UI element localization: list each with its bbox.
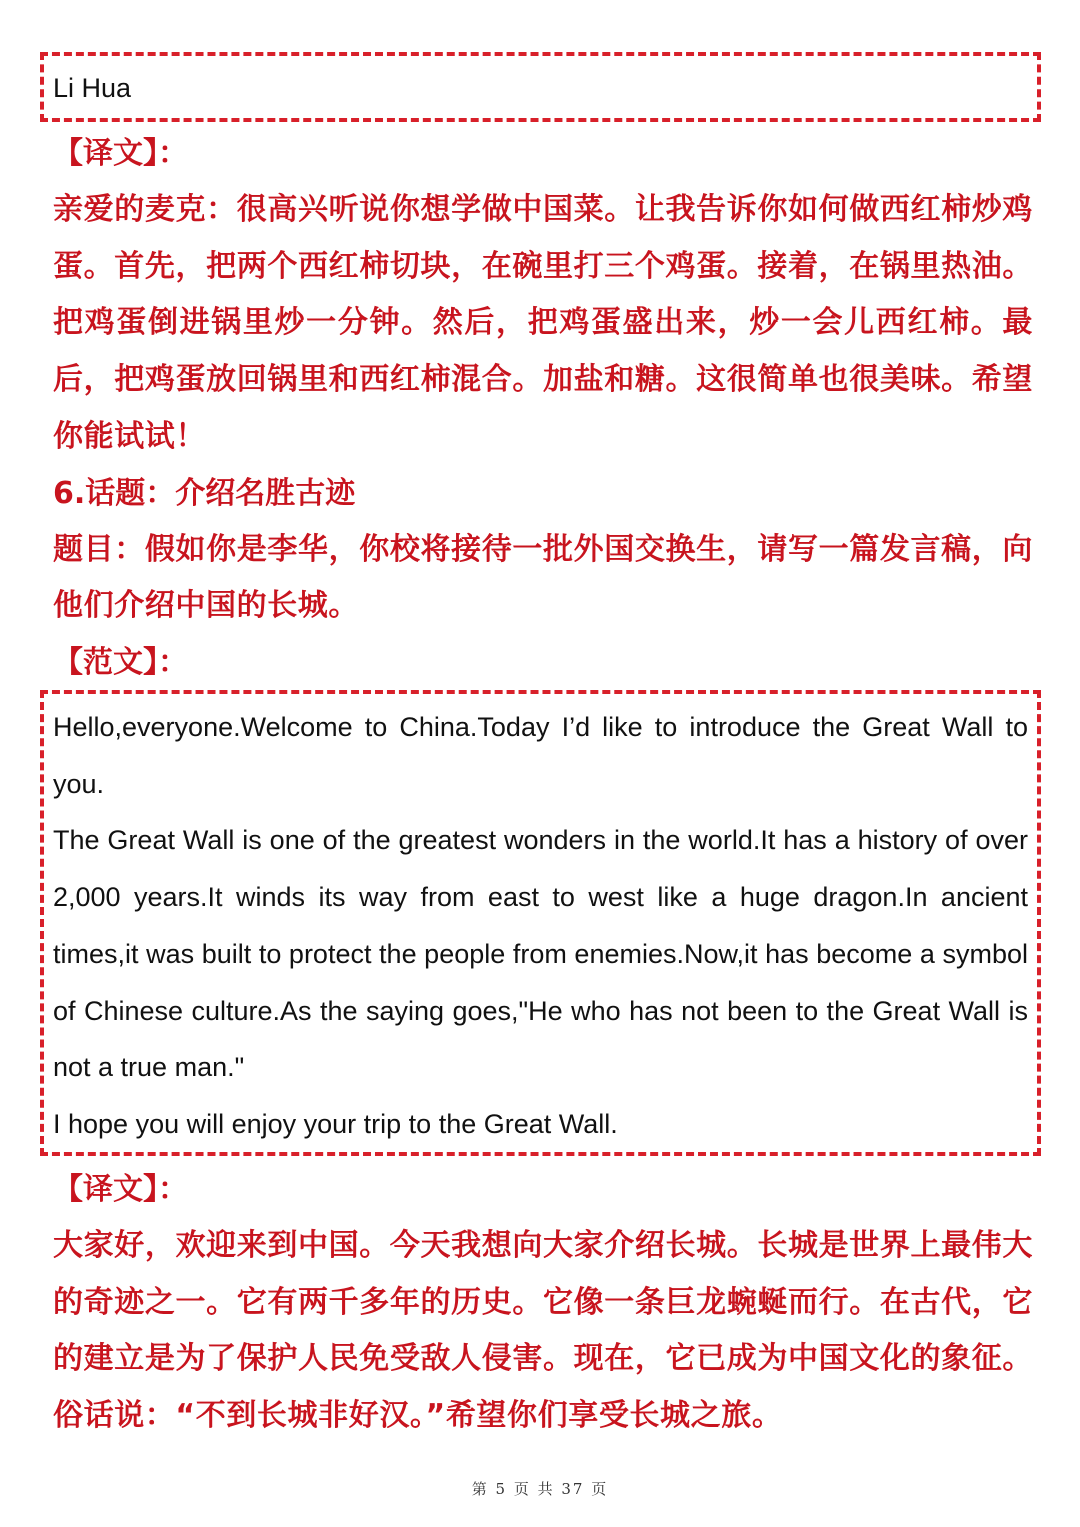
topic-heading: 6.话题：介绍名胜古迹 bbox=[53, 475, 356, 511]
translation-label: 【译文】： bbox=[53, 1172, 188, 1207]
translation-section-2 bbox=[53, 1162, 1033, 1445]
translation-label: 【译文】： bbox=[53, 136, 188, 171]
signature: Li Hua bbox=[53, 73, 132, 103]
translation-text: 亲爱的麦克：很高兴听说你想学做中国菜。让我告诉你如何做西红柿炒鸡蛋。首先，把两个西红柿切块，在碗里打三个鸡蛋。接着，在锅里热油。把鸡蛋倒进锅里炒一分钟。然后，把鸡蛋盛出来，炒一会儿西红柿。最后，把鸡蛋放回锅里和西红柿混合。加盐和糖。这很简单也很美味。希望你能试试！ bbox=[53, 192, 1033, 454]
writing-prompt: 题目：假如你是李华，你校将接待一批外国交换生，请写一篇发言稿，向他们介绍中国的长城。 bbox=[53, 531, 1033, 624]
essay-paragraph: Hello,everyone.Welcome to China.Today I’d like to introduce the Great Wall to you. bbox=[53, 712, 1028, 799]
translation-section-1 bbox=[53, 126, 1033, 691]
sample-essay bbox=[53, 699, 1028, 1153]
translation-text: 大家好，欢迎来到中国。今天我想向大家介绍长城。长城是世界上最伟大的奇迹之一。它有两千多年的历史。它像一条巨龙蜿蜒而行。在古代，它的建立是为了保护人民免受敌人侵害。现在，它已成为中国文化的象征。俗话说：“不到长城非好汉。”希望你们享受长城之旅。 bbox=[53, 1228, 1033, 1434]
essay-paragraph: The Great Wall is one of the greatest wonders in the world.It has a history of over 2,000 years.It winds its way from east to west like a huge dragon.In ancient times,it was built to protect the people from enemies.Now,it has become a symbol of Chinese culture.As the saying goes,"He who has not been to the Great Wall is not a true man." bbox=[53, 825, 1028, 1083]
sample-label: 【范文】： bbox=[53, 644, 188, 680]
essay-paragraph: I hope you will enjoy your trip to the Great Wall. bbox=[53, 1108, 618, 1139]
page-number: 第 5 页 共 37 页 bbox=[471, 1480, 609, 1498]
